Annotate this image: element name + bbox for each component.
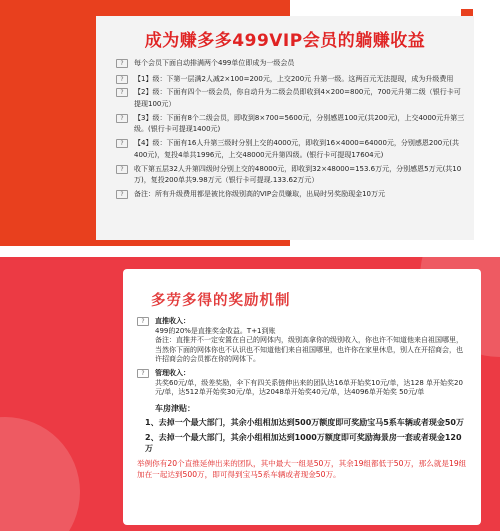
car-allowance-item: 1、去掉一个最大部门，其余小组相加达到500万额度即可奖励宝马5系车辆或者现金50万 <box>145 418 464 428</box>
paragraph-text: 收下第五层32人升第四级时分别上交的48000元，即收到32×48000=153.6万元，分别感恩5万元(共10万)，复投200单共9.98万元（银行卡可提现.133.62万元） <box>134 164 462 185</box>
question-box-icon: ? <box>116 75 128 84</box>
car-house-allowance-title: 车房津贴： <box>155 403 195 413</box>
paragraph <box>116 189 466 201</box>
question-box-icon: ? <box>116 190 128 199</box>
direct-income-label: 直推收入： <box>155 317 190 325</box>
paragraph <box>116 87 466 110</box>
section-title: 成为赚多多499VIP会员的躺赚收益 <box>144 31 426 51</box>
house-allowance-item: 2、去掉一个最大部门，其余小组相加达到1000万额度即可奖励海景房一套或者现金120万 <box>145 433 462 454</box>
earnings-card <box>96 16 474 240</box>
paragraph <box>116 74 466 86</box>
earnings-text <box>116 58 466 203</box>
paragraph <box>116 164 466 187</box>
paragraph-text: 备注：所有升级费用都是被比你级别高的VIP会员赚取，出局时另奖励现金10万元 <box>134 189 385 198</box>
paragraph-text: 【2】级：下面有四个一级会员，你自动升为二级会员即收到4×200=800元，700元升第二级（银行卡可提现100元） <box>134 88 461 108</box>
reward-mechanism-section <box>0 257 500 531</box>
direct-income-header <box>137 317 469 327</box>
example-text: 举例你有20个直推延伸出来的团队，其中最大一组是50万，其余19组都低于50万，那么就是19组加在一起达到500万，即可得到宝马5系车辆或者现金50万。 <box>137 459 467 480</box>
section-title: 多劳多得的奖励机制 <box>151 293 291 309</box>
paragraph <box>116 113 466 136</box>
question-box-icon: ? <box>116 139 128 148</box>
question-box-icon: ? <box>116 59 128 68</box>
vip-earnings-section <box>0 0 500 246</box>
reward-card <box>123 269 481 525</box>
question-box-icon: ? <box>137 369 149 378</box>
question-box-icon: ? <box>137 317 149 326</box>
paragraph-text: 【4】级：下面有16人升第三级时分别上交的4000元，即收到16×4000=64000元，分别感恩200元(共400元)，复投4单共1996元，上交48000元升第四级。(银行卡可提现17604元) <box>134 139 459 159</box>
paragraph <box>116 58 466 70</box>
management-income-line: 共奖60元/单，级差奖励，伞下有四关系链伸出来的团队达16单开始奖10元/单，达128 单开始奖20元/单，达512单开始奖30元/单，达2048单开始奖40元/单，达4096单开始奖 50元/单 <box>155 378 463 397</box>
management-income-header <box>137 369 469 379</box>
question-box-icon: ? <box>116 165 128 174</box>
paragraph <box>116 138 466 161</box>
direct-income-line: 499的20%是直推奖金收益。T+1到账 <box>155 326 276 335</box>
paragraph-text: 【3】级：下面有8个二级会员，即收到8×700=5600元，分别感恩100元(共200元)，上交4000元升第三级。(银行卡可提现1400元) <box>134 113 465 134</box>
decorative-circle <box>0 417 80 531</box>
reward-text <box>137 317 469 480</box>
management-income-label: 管理收入： <box>155 368 190 377</box>
paragraph-text: 【1】级：下第一层满2人减2×100=200元，上交200元 升第一级。这两百元无法提现，成为升级费用 <box>134 74 454 83</box>
direct-income-note: 备注：直推并不一定安置在自己的网体内，级别高拿你的级别收入，你也许不知道他来自祖国哪里，当然你下面的网体你也不认识也不知道他们来自祖国哪里，也许你在家里休息，别人在开招商会，也许招商会的会员都在你的网体下。 <box>155 336 463 364</box>
paragraph-text: 每个会员下面自动排满两个499单位即成为一级会员 <box>134 59 295 67</box>
question-box-icon: ? <box>116 88 128 97</box>
question-box-icon: ? <box>116 114 128 123</box>
